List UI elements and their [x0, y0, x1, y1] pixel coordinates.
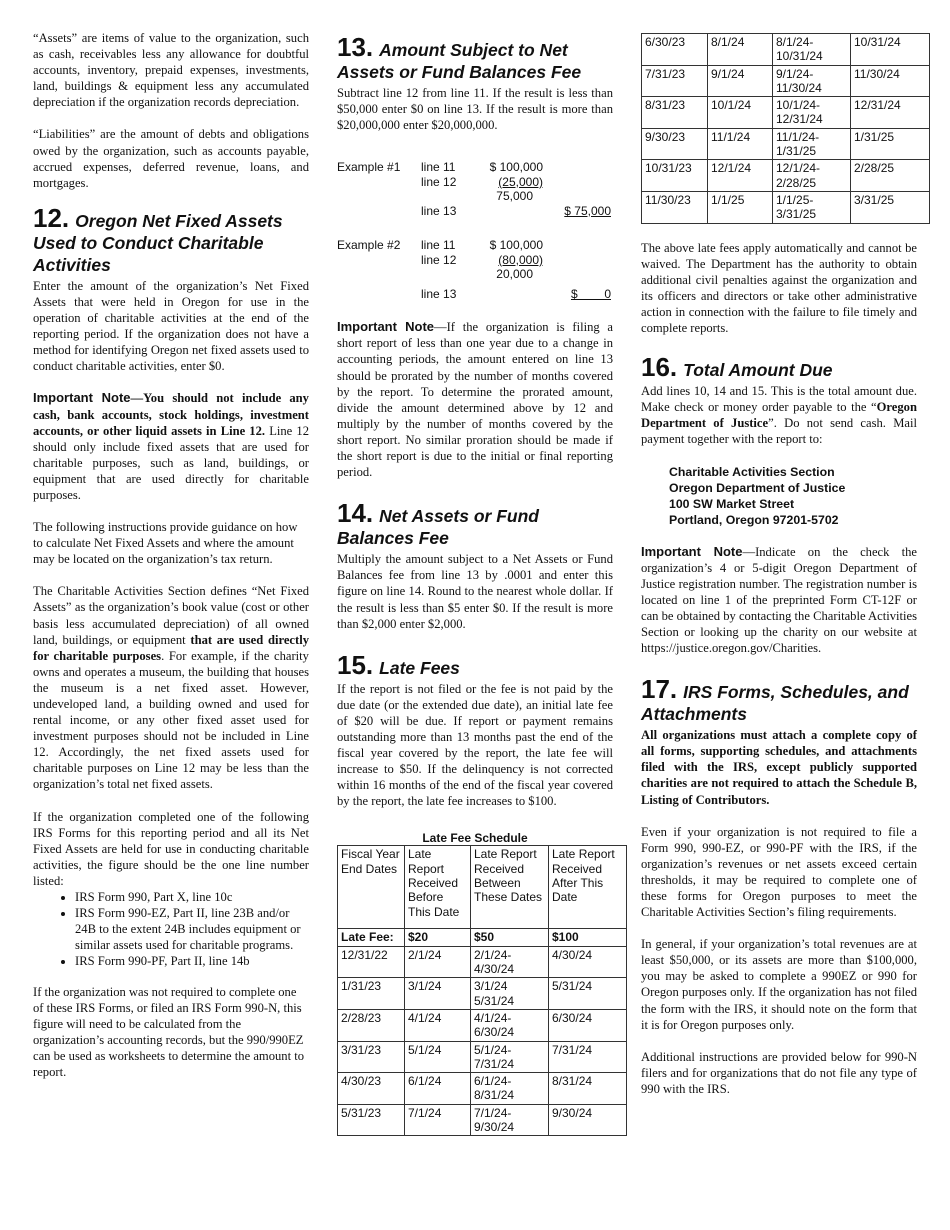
table-cell: 8/1/24 — [708, 34, 773, 66]
section-17-paragraph-4: Additional instructions are provided below for 990-N filers and for organizations that do not file any type of 990 with the IRS. — [641, 1049, 917, 1096]
table-row — [338, 978, 627, 1010]
address-line: 100 SW Market Street — [669, 496, 795, 511]
line-value: $ 100,000 — [489, 238, 543, 253]
section-12-paragraph-6: If the organization was not required to complete one of these IRS Forms, or filed an IRS Form 990-N, this figure will need to be calculated from the organization’s accounting records, but the 990/990EZ can be used as worksheets to determine the amount to report. — [33, 984, 305, 1079]
section-12-title: Oregon Net Fixed Assets Used to Conduct Charitable Activities — [33, 210, 283, 275]
table-cell: 2/28/23 — [338, 1009, 405, 1041]
table-cell: 8/31/24 — [549, 1073, 627, 1105]
table-cell: 5/1/24-7/31/24 — [471, 1041, 549, 1073]
section-17-heading — [641, 674, 917, 725]
table-cell: 4/1/24 — [405, 1009, 471, 1041]
table-cell: 2/1/24 — [405, 946, 471, 978]
note-text: Line 12 should only include fixed assets that are used for charitable purposes, such as land, buildings, or equipment that are used directly for charitable purposes. — [33, 423, 309, 502]
note-text: —Indicate on the check the organization’s 4 or 5-digit Oregon Department of Justice registration number. The registration number is located on line 1 of the preprinted Form CT-12F or can be obtained by contacting the Charitable Activities Section or looking up the charity on our website at https://justice.oregon.gov/Charities. — [641, 544, 917, 656]
line-label: line 13 — [421, 203, 457, 218]
line-value: (80,000) — [498, 252, 543, 267]
table-cell: 6/30/24 — [549, 1009, 627, 1041]
table-header-cell: Late Report Received Before This Date — [405, 846, 471, 929]
section-12-paragraph-1: Enter the amount of the organization’s Net Fixed Assets that were held in Oregon for use in the operation of charitable activities at the end of the reporting period. If the organization does not have a method for identifying Oregon net fixed assets used to conduct charitable activities, enter $0. — [33, 278, 309, 374]
table-cell: 12/31/22 — [338, 946, 405, 978]
table-cell: 11/1/24 — [708, 128, 773, 160]
late-fee-paragraph: The above late fees apply automatically and cannot be waived. The Department has the authority to obtain additional civil penalties against the organization and its officers and directors or take other administrative action in connection with the failure to file timely and complete reports. — [641, 240, 917, 336]
list-item: • IRS Form 990-PF, Part II, line 14b — [75, 953, 309, 969]
section-14-heading — [337, 498, 613, 549]
table-header-cell: Fiscal Year End Dates — [338, 846, 405, 929]
section-14-title: Net Assets or Fund Balances Fee — [337, 506, 539, 549]
table-cell: 4/1/24-6/30/24 — [471, 1009, 549, 1041]
section-13-paragraph-1: Subtract line 12 from line 11. If the result is less than $50,000 enter $0 on line 13. If the result is more than $20,000,000 enter $20,000,000. — [337, 86, 613, 133]
section-17-paragraph-1: All organizations must attach a complete copy of all forms, supporting schedules, and attachments filed with the IRS, except publicly supported charities are not required to attach the Schedule B, Listing of Contributors. — [641, 728, 917, 807]
payee-name: Oregon Department of Justice — [641, 400, 917, 431]
table-cell: 7/1/24 — [405, 1104, 471, 1136]
section-15-heading — [337, 649, 613, 680]
table-cell: 9/1/24-11/30/24 — [773, 65, 851, 97]
late-fee-table-caption: Late Fee Schedule — [422, 831, 528, 846]
table-cell: 5/31/23 — [338, 1104, 405, 1136]
section-12-paragraph-5: If the organization completed one of the following IRS Forms for this reporting period and all its Net Fixed Assets are held for use in conducting charitable activities, the figure should be the one line number listed: — [33, 809, 309, 888]
example-1 — [337, 160, 613, 218]
section-14-number: 14. — [337, 498, 374, 529]
column-3 — [641, 33, 917, 1113]
table-cell: 1/31/25 — [851, 128, 930, 160]
table-cell: 8/1/24-10/31/24 — [773, 34, 851, 66]
section-17-title: IRS Forms, Schedules, and Attachments — [641, 682, 909, 725]
line-label: line 13 — [421, 286, 457, 301]
table-cell: 6/1/24-8/31/24 — [471, 1073, 549, 1105]
table-header-cell: Late Report Received After This Date — [549, 846, 627, 929]
section-16-paragraph-1 — [641, 383, 917, 447]
table-cell: 10/31/24 — [851, 34, 930, 66]
table-cell: 11/30/23 — [642, 191, 708, 223]
section-12-number: 12. — [33, 202, 70, 233]
section-16-title: Total Amount Due — [683, 360, 833, 381]
address-line: Oregon Department of Justice — [669, 480, 846, 495]
line-value: (25,000) — [498, 174, 543, 189]
line-label: line 12 — [421, 252, 457, 267]
table-row — [642, 34, 930, 66]
mailing-address — [669, 464, 917, 528]
table-cell: 9/30/24 — [549, 1104, 627, 1136]
table-cell: 8/31/23 — [642, 97, 708, 129]
section-17-paragraph-2: Even if your organization is not required to file a Form 990, 990-EZ, or 990-PF with the IRS, if the organization’s revenues or net assets exceed certain thresholds, it may be required to complete one of these forms for Oregon purposes to meet the Charitable Activities Section’s filing requirements. — [641, 824, 917, 920]
table-cell: 2/1/24-4/30/24 — [471, 946, 549, 978]
table-cell: 7/31/24 — [549, 1041, 627, 1073]
note-heading: Important Note — [337, 319, 435, 335]
column-1 — [33, 30, 309, 1096]
address-line: Portland, Oregon 97201-5702 — [669, 512, 839, 527]
table-row — [642, 97, 930, 129]
total-value: $ 75,000 — [564, 203, 611, 218]
section-15-title: Late Fees — [379, 657, 460, 678]
paragraph-text: The Charitable Activities Section defines “Net Fixed Assets” as the organization’s book value (cost or other basis less accumulated depreciation) of all owned land, buildings, or equipment — [33, 584, 309, 647]
table-row — [642, 191, 930, 223]
table-row — [338, 946, 627, 978]
table-cell: 1/1/25 — [708, 191, 773, 223]
table-cell: 1/31/23 — [338, 978, 405, 1010]
table-cell: 6/1/24 — [405, 1073, 471, 1105]
table-cell: 1/1/25-3/31/25 — [773, 191, 851, 223]
late-fee-label: Late Fee: — [338, 929, 405, 946]
table-cell: 5/1/24 — [405, 1041, 471, 1073]
table-cell: 3/1/24 5/31/24 — [471, 978, 549, 1010]
table-cell: 10/1/24 — [708, 97, 773, 129]
paragraph-text: . For example, if the charity owns and operates a museum, the building that houses the museum is a net fixed asset. However, undeveloped land, a building owned and used for rental income, or any other fixed asset used for investment purposes should not be included in Line 12. Accordingly, the net fixed assets used for charitable purposes on Line 12 may be less than the organization’s total net fixed assets. — [33, 648, 309, 792]
line-value: $ 100,000 — [489, 160, 543, 175]
late-fee-amount: $50 — [471, 929, 549, 946]
section-16-number: 16. — [641, 352, 678, 383]
late-fee-row — [338, 929, 627, 946]
note-bold-text: —You should not include any cash, bank accounts, stock holdings, investment accounts, or other liquid assets in Line 12. — [33, 391, 309, 438]
table-cell: 4/30/23 — [338, 1073, 405, 1105]
subtotal-value: 75,000 — [496, 189, 533, 204]
table-cell: 12/1/24-2/28/25 — [773, 160, 851, 192]
table-cell: 9/1/24 — [708, 65, 773, 97]
table-row — [338, 1073, 627, 1105]
table-row — [338, 1104, 627, 1136]
table-cell: 10/1/24-12/31/24 — [773, 97, 851, 129]
irs-form-list — [33, 889, 309, 969]
section-16-heading — [641, 352, 917, 383]
line-label: line 11 — [421, 238, 456, 253]
table-cell: 4/30/24 — [549, 946, 627, 978]
table-header-row — [338, 846, 627, 929]
table-cell: 3/31/25 — [851, 191, 930, 223]
section-13-heading — [337, 32, 613, 83]
section-16-important-note — [641, 544, 917, 657]
list-item: • IRS Form 990, Part X, line 10c — [75, 889, 309, 905]
address-line: Charitable Activities Section — [669, 464, 835, 479]
section-14-paragraph-1: Multiply the amount subject to a Net Assets or Fund Balances fee from line 13 by .0001 and enter this figure on line 14. Round to the nearest whole dollar. If the result is less than $5 enter $0. If the result is more than $2,000 enter $2,000. — [337, 552, 613, 631]
section-13-number: 13. — [337, 32, 374, 62]
example-2 — [337, 238, 613, 301]
paragraph-bold-text: that are used directly for charitable purposes — [33, 632, 309, 663]
table-cell: 12/1/24 — [708, 160, 773, 192]
table-cell: 11/1/24-1/31/25 — [773, 128, 851, 160]
table-cell: 7/1/24-9/30/24 — [471, 1104, 549, 1136]
table-cell: 10/31/23 — [642, 160, 708, 192]
table-row — [642, 65, 930, 97]
note-text: —If the organization is filing a short report of less than one year due to a change in accounting periods, the amount entered on line 13 should be prorated by the number of months covered by the report. To determine the prorated amount, divide the amount determined above by 12 and multiply by the number of months covered by the short report. No similar proration should be made if the short report is due to the initial or final reporting period. — [337, 320, 613, 480]
table-row — [338, 1009, 627, 1041]
section-12-heading — [33, 202, 309, 276]
table-header-cell: Late Report Received Between These Dates — [471, 846, 549, 929]
table-cell: 12/31/24 — [851, 97, 930, 129]
late-fee-table — [337, 845, 627, 1136]
section-12-important-note — [33, 390, 309, 503]
late-fee-table-continued — [641, 33, 930, 224]
section-17-paragraph-3: In general, if your organization’s total revenues are at least $50,000, or its assets are more than $100,000, you may be asked to complete a 990EZ or 990 for Oregon purposes only. If the organization has not filed the form with the IRS, it should note on the form that it is for Oregon purposes only. — [641, 937, 917, 1032]
liabilities-definition: “Liabilities” are the amount of debts and obligations owed by the organization, such as accounts payable, accrued expenses, deferred revenue, loans, and mortgages. — [33, 127, 309, 190]
example-label: Example #2 — [337, 238, 401, 253]
table-row — [642, 160, 930, 192]
table-cell: 11/30/24 — [851, 65, 930, 97]
table-row — [642, 128, 930, 160]
table-cell: 6/30/23 — [642, 34, 708, 66]
section-15-number: 15. — [337, 649, 374, 680]
subtotal-value: 20,000 — [496, 267, 533, 282]
paragraph-text: Add lines 10, 14 and 15. This is the total amount due. Make check or money order payable to the “ — [641, 384, 917, 415]
table-cell: 3/1/24 — [405, 978, 471, 1010]
example-label: Example #1 — [337, 160, 401, 175]
assets-definition: “Assets” are items of value to the organization, such as cash, receivables less any allowance for doubtful accounts, inventory, prepaid expenses, investments, land, buildings & equipment less any accumulated depreciation if the organization records depreciation. — [33, 31, 309, 110]
section-12-paragraph-4 — [33, 583, 309, 792]
line-label: line 12 — [421, 174, 457, 189]
late-fee-amount: $20 — [405, 929, 471, 946]
late-fee-amount: $100 — [549, 929, 627, 946]
section-17-number: 17. — [641, 674, 678, 705]
section-13-title: Amount Subject to Net Assets or Fund Balances Fee — [337, 40, 582, 82]
section-12-paragraph-3: The following instructions provide guidance on how to calculate Net Fixed Assets and where the amount may be located on the organization’s tax return. — [33, 520, 298, 567]
note-heading: Important Note — [33, 390, 131, 406]
total-value: $ 0 — [570, 286, 611, 301]
list-item: • IRS Form 990-EZ, Part II, line 23B and/or 24B to the extent 24B includes equipment or similar assets used for charitable programs. — [75, 905, 309, 953]
table-cell: 9/30/23 — [642, 128, 708, 160]
column-2 — [337, 32, 615, 1136]
table-cell: 7/31/23 — [642, 65, 708, 97]
note-heading: Important Note — [641, 543, 743, 559]
section-13-important-note — [337, 319, 613, 480]
section-15-paragraph-1: If the report is not filed or the fee is not paid by the due date (or the extended due date), an initial late fee of $20 will be due. If report or payment remains outstanding more than 13 months past the end of the fiscal year covered by the report, the late fee will increase to $50. If the delinquency is not corrected within 16 months of the end of the fiscal year covered by the report, the late fee increases to $100. — [337, 681, 613, 809]
paragraph-text: ”. Do not send cash. Mail payment together with the report to: — [641, 416, 917, 447]
line-label: line 11 — [421, 160, 456, 175]
table-cell: 5/31/24 — [549, 978, 627, 1010]
table-cell: 2/28/25 — [851, 160, 930, 192]
table-row — [338, 1041, 627, 1073]
table-cell: 3/31/23 — [338, 1041, 405, 1073]
